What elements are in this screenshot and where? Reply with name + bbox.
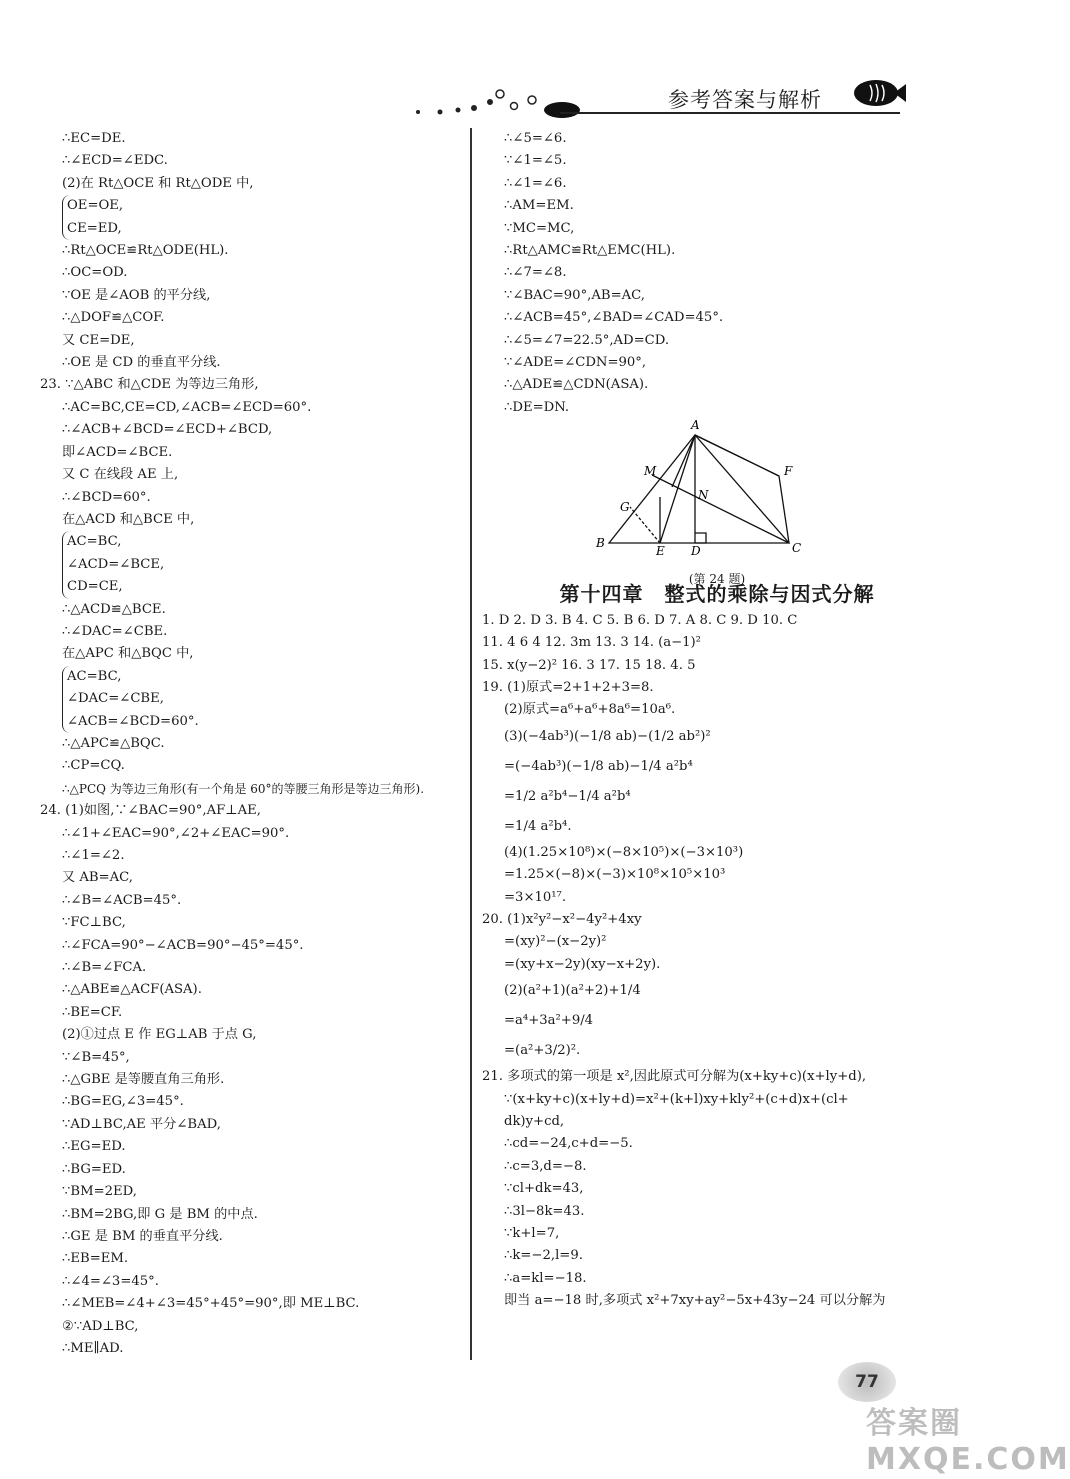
text-line: ∴∠5=∠6. bbox=[504, 131, 567, 146]
text-line: ②∵AD⊥BC, bbox=[62, 1318, 139, 1334]
text-line: ∴GE 是 BM 的垂直平分线. bbox=[62, 1228, 223, 1244]
text-line: ∴∠MEB=∠4+∠3=45°+45°=90°,即 ME⊥BC. bbox=[62, 1296, 360, 1312]
text-line: ∴∠7=∠8. bbox=[504, 265, 567, 281]
problem-23-start: 23. ∵△ABC 和△CDE 为等边三角形, bbox=[40, 377, 259, 393]
equation-line: =1/2 a²b⁴−1/4 a²b⁴ bbox=[504, 788, 631, 804]
text-line: ∴CP=CQ. bbox=[62, 758, 125, 774]
watermark-text: 答案圈 MXQE.COM bbox=[866, 1406, 1070, 1477]
text-line: ∴BG=ED. bbox=[62, 1161, 126, 1177]
text-line: ∴∠4=∠3=45°. bbox=[62, 1273, 159, 1289]
text-line: ∴EG=ED. bbox=[62, 1139, 126, 1155]
label-M: M bbox=[644, 464, 657, 479]
equation-line: ∴c=3,d=−8. bbox=[504, 1158, 587, 1174]
text-line: ∴BE=CF. bbox=[62, 1004, 123, 1020]
text-line: ∴∠5=∠7=22.5°,AD=CD. bbox=[504, 332, 670, 348]
text-line: ∴ME∥AD. bbox=[62, 1340, 124, 1356]
text-line: ∴AC=BC,CE=CD,∠ACB=∠ECD=60°. bbox=[62, 399, 312, 415]
text-line: CE=ED, bbox=[67, 220, 122, 236]
problem-24-start: 24. (1)如图,∵∠BAC=90°,AF⊥AE, bbox=[40, 803, 261, 819]
text-line: ∴∠B=∠FCA. bbox=[62, 960, 147, 976]
column-divider bbox=[470, 128, 472, 1360]
text-line: ∴∠DAC=∠CBE. bbox=[62, 623, 168, 639]
text-line: ∵AD⊥BC,AE 平分∠BAD, bbox=[62, 1116, 221, 1132]
brace-group bbox=[62, 195, 460, 240]
equation-line: (3)(−4ab³)(−1/8 ab)−(1/2 ab²)² bbox=[504, 728, 711, 744]
fish-icon bbox=[850, 76, 906, 110]
text-line: ∵∠B=45°, bbox=[62, 1049, 130, 1065]
text-line: ∴△ABE≌△ACF(ASA). bbox=[62, 982, 202, 998]
text-line: ∴△PCQ 为等边三角形(有一个角是 60°的等腰三角形是等边三角形). bbox=[62, 781, 425, 796]
equation-line: =a⁴+3a²+9/4 bbox=[504, 1013, 594, 1029]
text-line: ∠ACB=∠BCD=60°. bbox=[67, 713, 199, 729]
label-E: E bbox=[656, 544, 665, 559]
text-line: 即∠ACD=∠BCE. bbox=[62, 444, 173, 460]
watermark bbox=[866, 1398, 1070, 1477]
answer-line: 11. 4 6 4 12. 3m 13. 3 14. (a−1)² bbox=[482, 635, 701, 651]
text-line: ∴BG=EG,∠3=45°. bbox=[62, 1094, 184, 1110]
triangle-diagram bbox=[482, 419, 952, 559]
text-line: ∵OE 是∠AOB 的平分线, bbox=[62, 287, 211, 303]
text-line: ∠ACD=∠BCE, bbox=[67, 556, 165, 572]
text-line: (2)在 Rt△OCE 和 Rt△ODE 中, bbox=[62, 175, 254, 191]
equation-line: (2)(a²+1)(a²+2)+1/4 bbox=[504, 983, 641, 999]
text-line: ∴EB=EM. bbox=[62, 1251, 129, 1267]
brace-group bbox=[62, 666, 460, 733]
text-line: ∴∠ACB=45°,∠BAD=∠CAD=45°. bbox=[504, 310, 724, 326]
equation-line: =3×10¹⁷. bbox=[504, 889, 567, 905]
text-line: ∴∠1+∠EAC=90°,∠2+∠EAC=90°. bbox=[62, 825, 290, 841]
equation-line: ∴a=kl=−18. bbox=[504, 1270, 587, 1286]
text-line: AC=BC, bbox=[67, 668, 122, 684]
text-line: ∵∠BAC=90°,AB=AC, bbox=[504, 287, 645, 303]
text-line: CD=CE, bbox=[67, 579, 123, 595]
text-line: ∴∠B=∠ACB=45°. bbox=[62, 892, 182, 908]
chapter-title: 第十四章 整式的乘除与因式分解 bbox=[559, 582, 875, 607]
text-line: 又 C 在线段 AE 上, bbox=[62, 467, 179, 483]
text-line: 又 AB=AC, bbox=[62, 870, 133, 886]
equation-line: =(a²+3/2)². bbox=[504, 1043, 581, 1059]
text-line: 在△APC 和△BQC 中, bbox=[62, 646, 194, 662]
answer-line: 1. D 2. D 3. B 4. C 5. B 6. D 7. A 8. C 9. D 10. C bbox=[482, 612, 798, 628]
figure-caption: (第 24 题) bbox=[688, 571, 746, 586]
text-line: OE=OE, bbox=[67, 198, 124, 214]
text-line: ∴AM=EM. bbox=[504, 198, 574, 214]
text-line: ∴Rt△OCE≌Rt△ODE(HL). bbox=[62, 243, 229, 259]
equation-line: ∴k=−2,l=9. bbox=[504, 1248, 583, 1264]
text-line: (2)①过点 E 作 EG⊥AB 于点 G, bbox=[62, 1027, 257, 1043]
text-line: ∴△DOF≌△COF. bbox=[62, 310, 165, 326]
text-line: ∠DAC=∠CBE, bbox=[67, 691, 164, 707]
text-line: ∵FC⊥BC, bbox=[62, 915, 126, 931]
text-line: ∴∠ACB+∠BCD=∠ECD+∠BCD, bbox=[62, 422, 273, 438]
text-line: ∴EC=DE. bbox=[62, 131, 126, 146]
equation-line: 即当 a=−18 时,多项式 x²+7xy+ay²−5x+43y−24 可以分解为 bbox=[504, 1293, 886, 1309]
text-line: ∴△ADE≌△CDN(ASA). bbox=[504, 377, 649, 393]
text-line: ∴BM=2BG,即 G 是 BM 的中点. bbox=[62, 1206, 258, 1222]
right-column bbox=[482, 128, 952, 1313]
equation-line: =(xy+x−2y)(xy−x+2y). bbox=[504, 956, 661, 972]
text-line: 又 CE=DE, bbox=[62, 332, 135, 348]
equation-line: =(xy)²−(x−2y)² bbox=[504, 934, 607, 950]
answer-line: 15. x(y−2)² 16. 3 17. 15 18. 4. 5 bbox=[482, 657, 696, 673]
text-line: ∵∠ADE=∠CDN=90°, bbox=[504, 355, 647, 371]
answer-line: 20. (1)x²y²−x²−4y²+4xy bbox=[482, 911, 642, 927]
text-line: ∵MC=MC, bbox=[504, 220, 575, 236]
page-header bbox=[410, 70, 930, 120]
equation-line: ∵k+l=7, bbox=[504, 1226, 560, 1241]
geometry-figure bbox=[482, 418, 952, 586]
equation-line: ∵(x+ky+c)(x+ly+d)=x²+(k+l)xy+kly²+(c+d)x+(cl+ bbox=[504, 1091, 849, 1107]
page-number: 77 bbox=[838, 1362, 896, 1402]
equation-line: =(−4ab³)(−1/8 ab)−1/4 a²b⁴ bbox=[504, 758, 693, 774]
text-line: ∴OC=OD. bbox=[62, 265, 128, 281]
brace-group bbox=[62, 531, 460, 598]
label-G: G bbox=[620, 500, 630, 515]
equation-line: (4)(1.25×10⁸)×(−8×10⁵)×(−3×10³) bbox=[504, 844, 744, 860]
left-column bbox=[40, 128, 460, 1360]
text-line: ∴∠FCA=90°−∠ACB=90°−45°=45°. bbox=[62, 937, 304, 953]
text-line: ∴△ACD≌△BCE. bbox=[62, 601, 166, 617]
label-B: B bbox=[596, 536, 605, 551]
label-A: A bbox=[691, 418, 700, 433]
label-D: D bbox=[691, 544, 701, 559]
text-line: ∴∠1=∠2. bbox=[62, 848, 125, 863]
answer-line: 21. 多项式的第一项是 x²,因此原式可分解为(x+ky+c)(x+ly+d), bbox=[482, 1069, 867, 1085]
label-F: F bbox=[784, 464, 793, 479]
text-line: ∴△GBE 是等腰直角三角形. bbox=[62, 1072, 225, 1088]
text-line: ∴∠ECD=∠EDC. bbox=[62, 153, 168, 169]
text-line: AC=BC, bbox=[67, 534, 122, 550]
label-C: C bbox=[792, 541, 802, 556]
text-line: ∴DE=DN. bbox=[504, 399, 570, 415]
answer-line: (2)原式=a⁶+a⁶+8a⁶=10a⁶. bbox=[504, 702, 676, 718]
equation-line: ∵cl+dk=43, bbox=[504, 1181, 584, 1197]
equation-line: ∴cd=−24,c+d=−5. bbox=[504, 1136, 633, 1152]
text-line: 在△ACD 和△BCE 中, bbox=[62, 511, 195, 527]
equation-line: ∴3l−8k=43. bbox=[504, 1203, 585, 1219]
label-N: N bbox=[698, 488, 709, 503]
text-line: ∵∠1=∠5. bbox=[504, 153, 567, 169]
equation-line: =1.25×(−8)×(−3)×10⁸×10⁵×10³ bbox=[504, 867, 726, 883]
text-line: ∴△APC≌△BQC. bbox=[62, 735, 165, 751]
equation-line: =1/4 a²b⁴. bbox=[504, 818, 572, 834]
text-line: ∴OE 是 CD 的垂直平分线. bbox=[62, 355, 221, 371]
header-title: 参考答案与解析 bbox=[668, 88, 822, 112]
equation-line: dk)y+cd, bbox=[504, 1113, 565, 1129]
text-line: ∴∠1=∠6. bbox=[504, 175, 567, 191]
text-line: ∵BM=2ED, bbox=[62, 1184, 137, 1200]
answer-line: 19. (1)原式=2+1+2+3=8. bbox=[482, 679, 654, 695]
text-line: ∴Rt△AMC≌Rt△EMC(HL). bbox=[504, 243, 676, 259]
text-line: ∴∠BCD=60°. bbox=[62, 489, 151, 505]
